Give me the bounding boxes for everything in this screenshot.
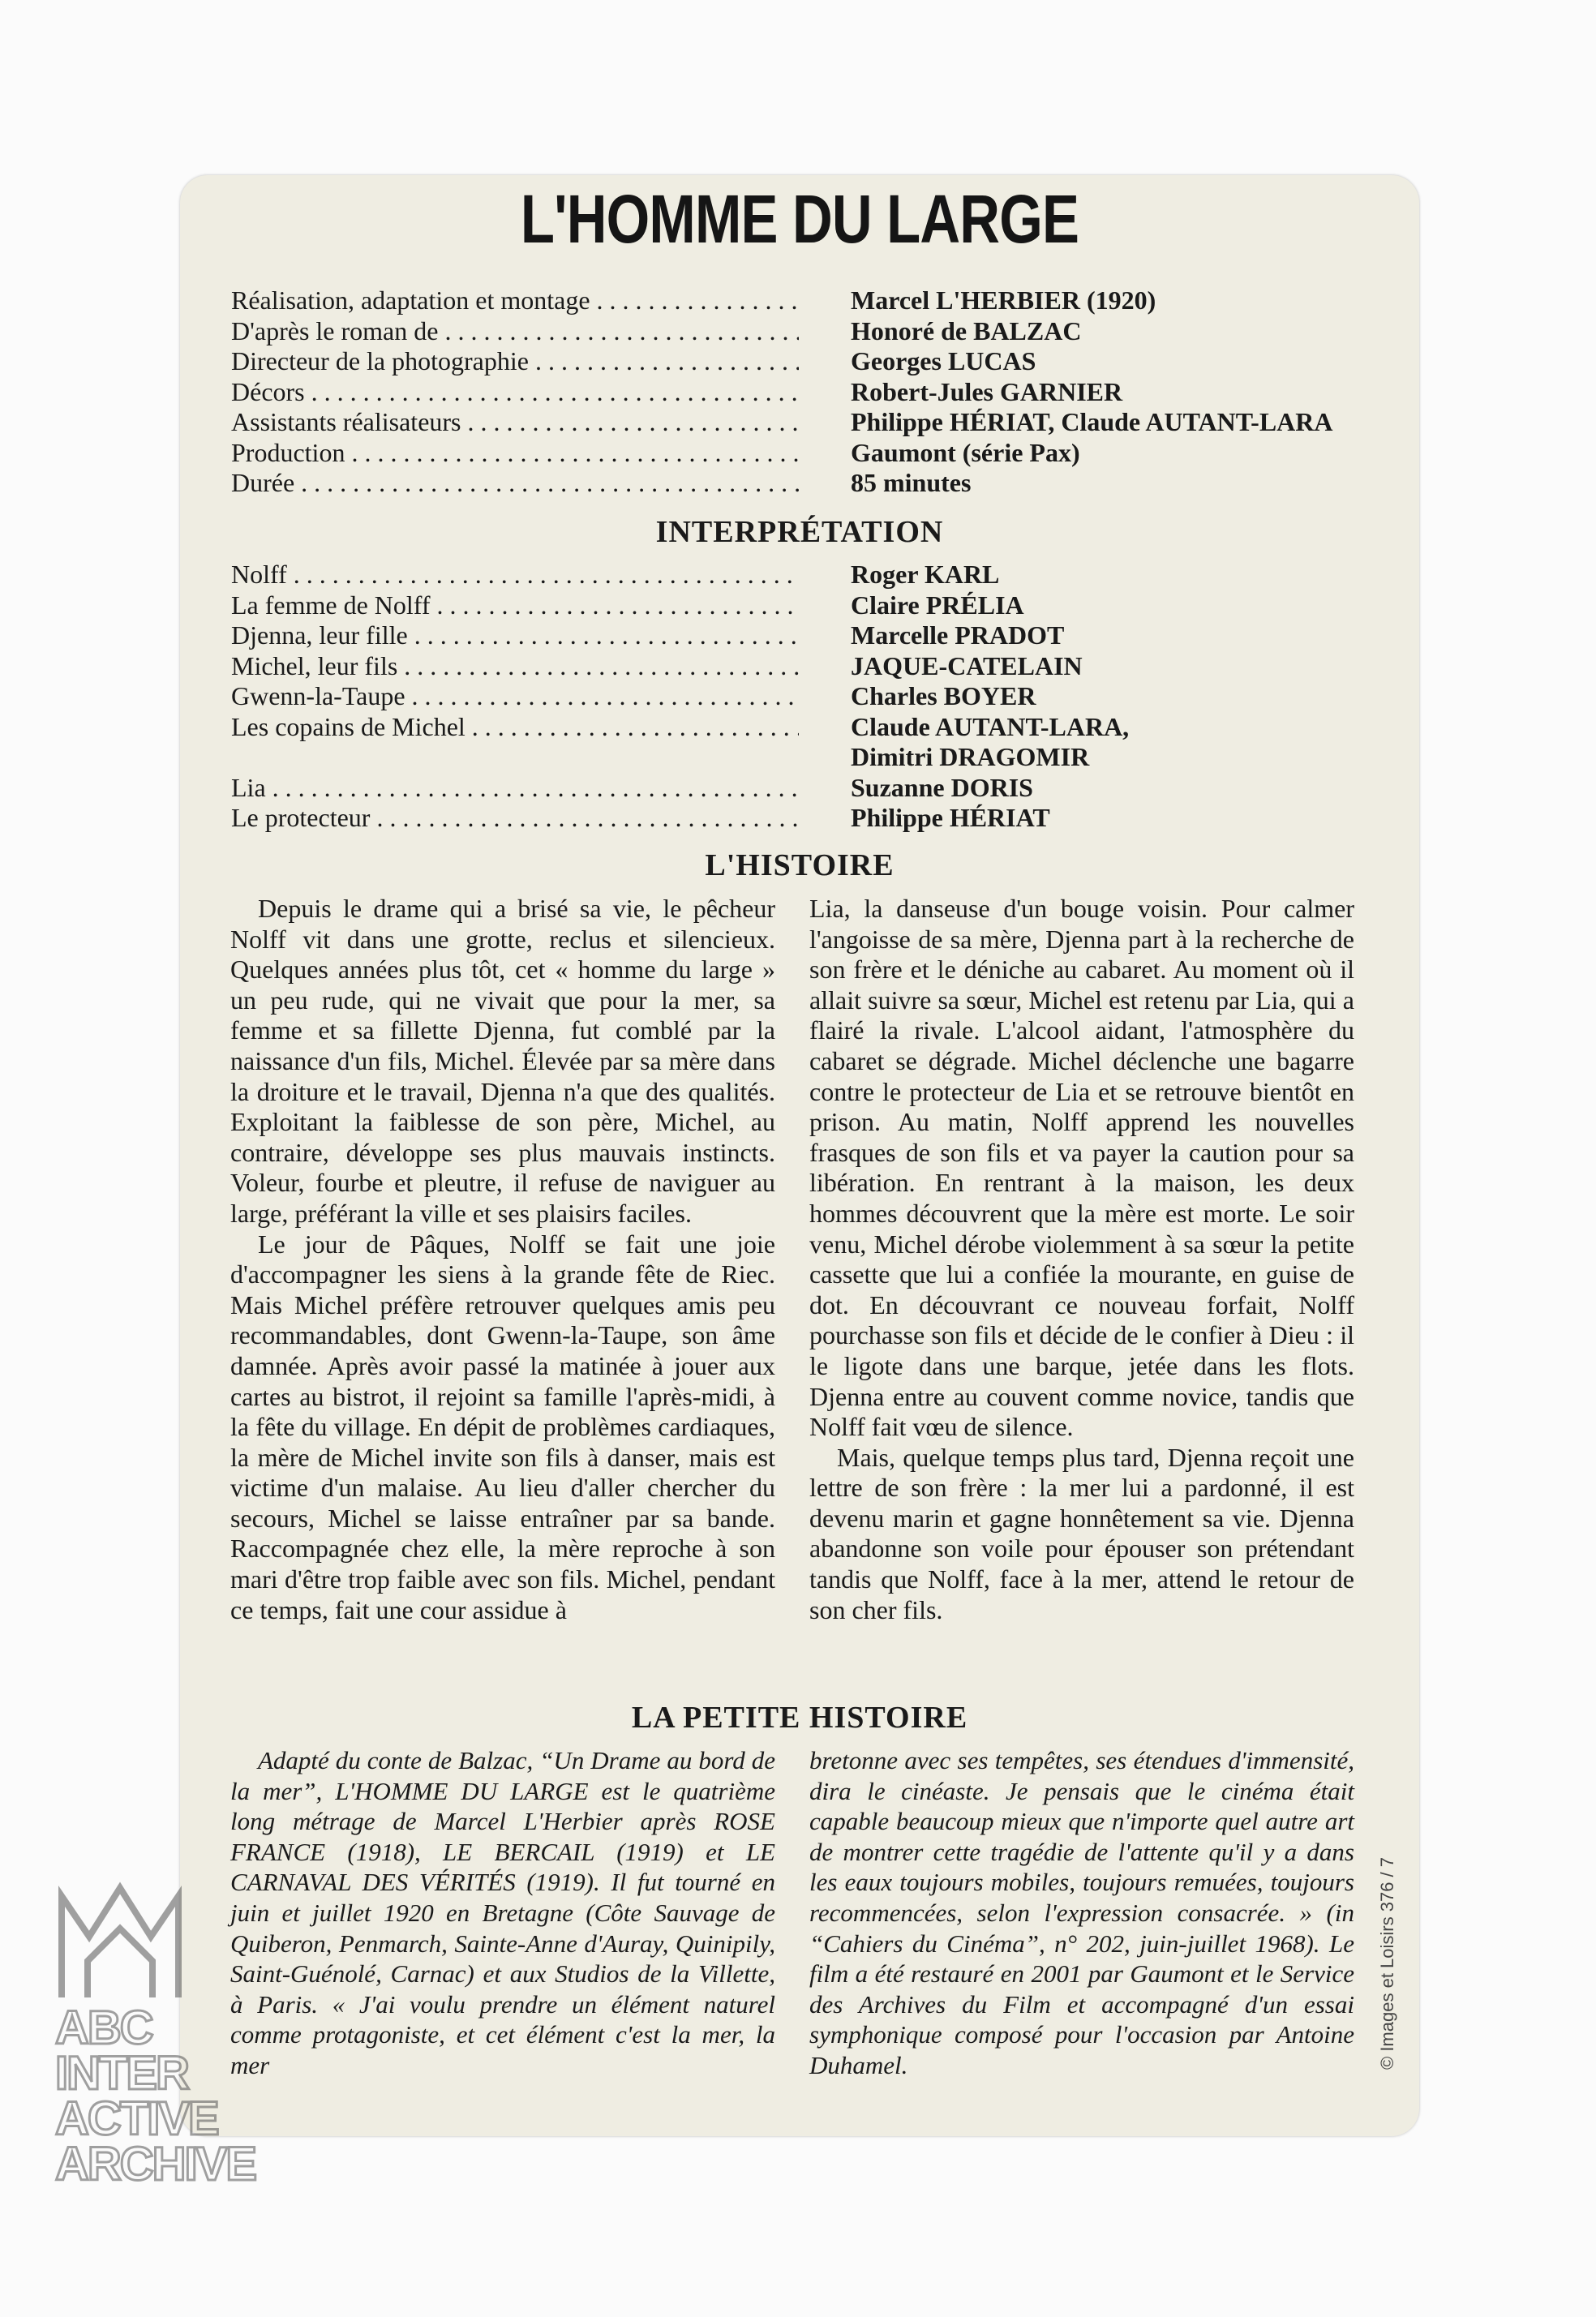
abc-archive-watermark: [55, 1880, 256, 2261]
watermark-line: ACTIVE: [55, 2092, 218, 2145]
credit-role: Durée . . .: [231, 468, 799, 499]
cast-row: [231, 590, 1383, 621]
histoire-heading: L'HISTOIRE: [705, 848, 895, 882]
credit-row: [231, 316, 1383, 347]
cast-row: [231, 620, 1383, 651]
credit-row: [231, 438, 1383, 469]
paragraph: Mais, quelque temps plus tard, Djenna reçoit une lettre de son frère : la mer lui a pardonné, il est devenu marin et gagne honnêtement sa vie. Djenna abandonne son voile pour épouser son prétendant tandis que Nolff, face à la mer, attend le retour de son cher fils.: [809, 1442, 1354, 1624]
watermark-line: ABC: [55, 2002, 152, 2054]
credit-person: Georges LUCAS: [851, 346, 1036, 375]
credit-person: 85 minutes: [851, 468, 972, 497]
petite-histoire-heading: LA PETITE HISTOIRE: [631, 1701, 968, 1735]
cast-row: [231, 560, 1383, 590]
cast-row: [231, 773, 1383, 804]
cast-role: Djenna, leur fille . . .: [231, 620, 799, 651]
cast-row: [231, 803, 1383, 834]
credit-person: Gaumont (série Pax): [851, 437, 1080, 467]
cast-person: Claire PRÉLIA: [851, 590, 1024, 620]
credit-row: [231, 285, 1383, 316]
cast-person: Philippe HÉRIAT: [851, 803, 1050, 832]
credit-role: Décors . . .: [231, 377, 799, 408]
credit-person: Marcel L'HERBIER (1920): [851, 285, 1156, 315]
credit-role: Production . . .: [231, 438, 799, 469]
petite-histoire-left-column: [230, 1745, 775, 2081]
cast-person: Marcelle PRADOT: [851, 620, 1065, 650]
cast-row: [231, 742, 1383, 773]
cast-person: Charles BOYER: [851, 681, 1036, 710]
copyright-notice: © Images et Loisirs 376 / 7: [1377, 1856, 1397, 2070]
credit-role: Assistants réalisateurs . . .: [231, 407, 799, 438]
credit-role: Directeur de la photographie . . .: [231, 346, 799, 377]
cast-role: Michel, leur fils . . .: [231, 651, 799, 682]
cast-person: JAQUE-CATELAIN: [851, 650, 1083, 680]
credit-row: [231, 346, 1383, 377]
watermark-line: INTER: [55, 2047, 188, 2100]
film-title: L'HOMME DU LARGE: [520, 181, 1079, 257]
petite-histoire-right-column: [809, 1745, 1354, 2081]
credit-row: [231, 377, 1383, 408]
cast-role: La femme de Nolff . . .: [231, 590, 799, 621]
cast-row: [231, 681, 1383, 712]
credit-person: Robert-Jules GARNIER: [851, 376, 1123, 406]
paragraph: Le jour de Pâques, Nolff se fait une joie d'accompagner les siens à la grande fête de Riec. Mais Michel préfère retrouver quelques amis peu recommandables, dont Gwenn-la-Taupe, son âme damnée. Après avoir passé la matinée à jouer aux cartes au bistrot, il rejoint sa famille l'après-midi, à la fête du village. En dépit de problèmes cardiaques, la mère de Michel invite son fils à danser, mais est victime d'un malaise. Au lieu d'aller chercher du secours, Michel se laisse entraîner par sa bande. Raccompagnée chez elle, la mère reproche à son mari d'être trop faible avec son fils. Michel, pendant ce temps, fait une cour assidue à: [230, 1229, 775, 1624]
cast-list: [231, 560, 1383, 834]
archive-logo-icon: [55, 1880, 185, 2002]
paragraph: Adapté du conte de Balzac, “Un Drame au bord de la mer”, L'HOMME DU LARGE est le quatrième long métrage de Marcel L'Herbier après ROSE FRANCE (1918), LE BERCAIL (1919) et LE CARNAVAL DES VÉRITÉS (1919). Il fut tourné en juin et juillet 1920 en Bretagne (Côte Sauvage de Quiberon, Penmarch, Sainte-Anne d'Auray, Quinipily, Saint-Guénolé, Carnac) et aux Studios de la Villette, à Paris. « J'ai voulu prendre un élément naturel comme protagoniste, et cet élément c'est la mer, la mer: [230, 1746, 775, 2079]
cast-role: Gwenn-la-Taupe . . .: [231, 681, 799, 712]
cast-row: [231, 651, 1383, 682]
credit-role: D'après le roman de . . .: [231, 316, 799, 347]
cast-role: Les copains de Michel . . .: [231, 712, 799, 743]
cast-role: Nolff . . .: [231, 560, 799, 590]
cast-person: Dimitri DRAGOMIR: [851, 742, 1090, 771]
histoire-right-column: [809, 894, 1354, 1625]
paragraph: Depuis le drame qui a brisé sa vie, le pêcheur Nolff vit dans une grotte, reclus et silencieux. Quelques années plus tôt, cet « homme du large » un peu rude, qui ne vivait que pour la mer, sa femme et sa fillette Djenna, fut comblé par la naissance d'un fils, Michel. Élevée par sa mère dans la droiture et le travail, Djenna n'a que des qualités. Exploitant la faiblesse de son père, Michel, au contraire, développe ses plus mauvais instincts. Voleur, fourbe et pleutre, il refuse de naviguer au large, préférant la ville et ses plaisirs faciles.: [230, 894, 775, 1228]
cast-role: Lia . . .: [231, 773, 799, 804]
credit-row: [231, 407, 1383, 438]
cast-person: Roger KARL: [851, 560, 1000, 589]
credit-person: Philippe HÉRIAT, Claude AUTANT-LARA: [851, 407, 1333, 436]
cast-person: Suzanne DORIS: [851, 772, 1033, 802]
credit-role: Réalisation, adaptation et montage . . .: [231, 285, 799, 316]
cast-row: [231, 712, 1383, 743]
credit-row: [231, 468, 1383, 499]
paragraph: bretonne avec ses tempêtes, ses étendues d'immensité, dira le cinéaste. Je pensais que le cinéma était capable beaucoup mieux que n'importe quel autre art de montrer cette tragédie de l'attente qu'il y a dans les eaux toujours mobiles, toujours remuées, toujours recommencées, selon l'expression consacrée. » (in “Cahiers du Cinéma”, n° 202, juin-juillet 1968). Le film a été restauré en 2001 par Gaumont et le Service des Archives du Film et accompagné d'un essai symphonique composé pour l'occasion par Antoine Duhamel.: [809, 1746, 1354, 2079]
credits-list: [231, 285, 1383, 499]
cast-person: Claude AUTANT-LARA,: [851, 711, 1130, 741]
watermark-line: ARCHIVE: [55, 2138, 256, 2190]
histoire-left-column: [230, 894, 775, 1625]
cast-role: Le protecteur . . .: [231, 803, 799, 834]
paragraph: Lia, la danseuse d'un bouge voisin. Pour calmer l'angoisse de sa mère, Djenna part à la recherche de son frère et le déniche au cabaret. Au moment où il allait suivre sa sœur, Michel est retenu par Lia, qui a flairé la rivale. L'alcool aidant, l'atmosphère du cabaret se dégrade. Michel déclenche une bagarre contre le protecteur de Lia et se retrouve bientôt en prison. Au matin, Nolff apprend les nouvelles frasques de son fils et va payer la caution pour sa libération. En rentrant à la maison, les deux hommes découvrent que la mère est morte. Le soir venu, Michel dérobe violemment à sa sœur la petite cassette que lui a confiée la mourante, en guise de dot. En découvrant ce nouveau forfait, Nolff pourchasse son fils et décide de le confier à Dieu : il le ligote dans une barque, jetée dans les flots. Djenna entre au couvent comme novice, tandis que Nolff fait vœu de silence.: [809, 894, 1354, 1442]
credit-person: Honoré de BALZAC: [851, 315, 1082, 345]
interpretation-heading: INTERPRÉTATION: [655, 515, 944, 549]
